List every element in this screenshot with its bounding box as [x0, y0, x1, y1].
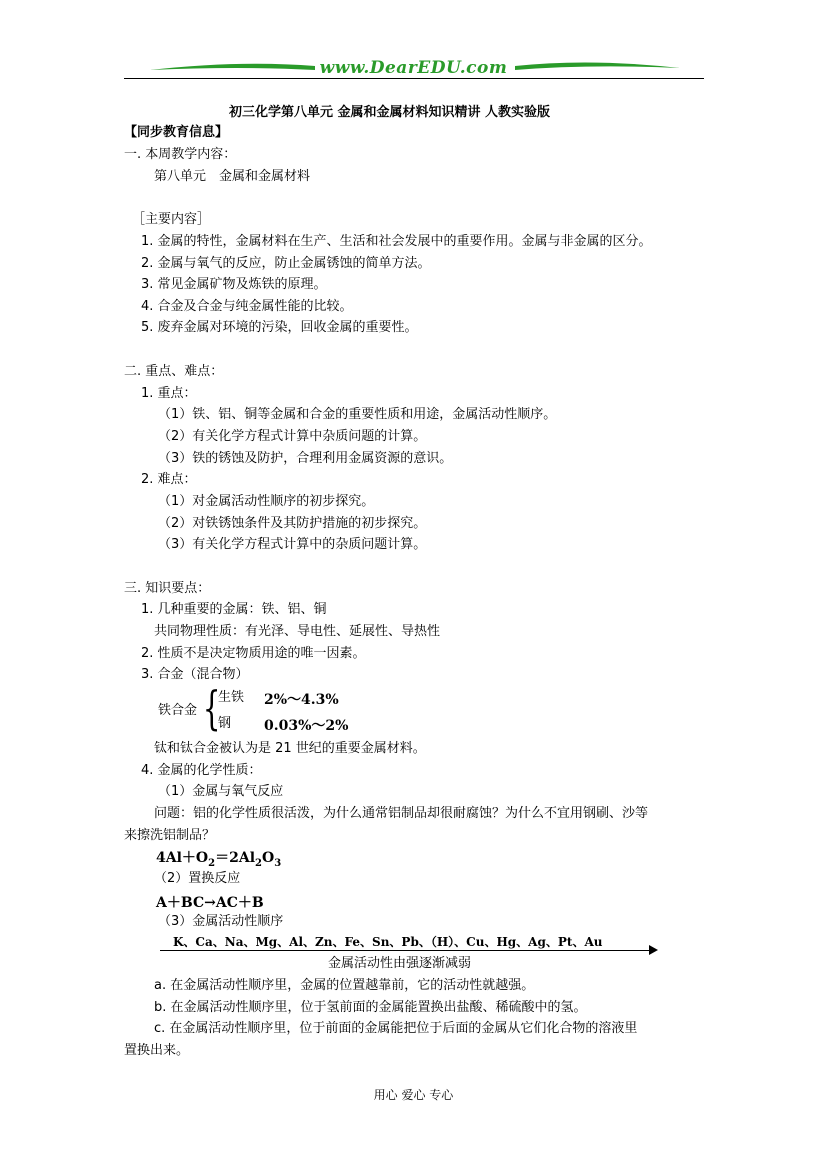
list-item: （2）有关化学方程式计算中杂质问题的计算。 — [158, 429, 427, 444]
list-item: （2）置换反应 — [154, 871, 241, 886]
main-content-label: ［主要内容］ — [132, 212, 211, 227]
list-item: （3）金属活动性顺序 — [158, 914, 284, 929]
equation-displacement: A＋BC→AC＋B — [156, 895, 264, 911]
activity-series: K、Ca、Na、Mg、Al、Zn、Fe、Sn、Pb、（H）、Cu、Hg、Ag、Pt、Au — [173, 935, 603, 949]
list-item: 2. 金属与氧气的反应，防止金属锈蚀的简单方法。 — [141, 256, 431, 271]
section-1-heading: 一. 本周教学内容： — [124, 147, 237, 162]
list-item: 4. 金属的化学性质： — [141, 763, 262, 778]
list-item: 3. 合金（混合物） — [141, 667, 249, 682]
list-item: （2）对铁锈蚀条件及其防护措施的初步探究。 — [158, 516, 427, 531]
question-text: 问题：铝的化学性质很活泼，为什么通常铝制品却很耐腐蚀？为什么不宜用钢刷、沙等 — [154, 806, 649, 821]
key-points-label: 1. 重点： — [141, 386, 197, 401]
section-tag: 【同步教育信息】 — [124, 125, 229, 140]
alloy-item-range: 2%～4.3% — [264, 692, 339, 708]
document-title: 初三化学第八单元 金属和金属材料知识精讲 人教实验版 — [229, 105, 551, 120]
rule-text: 置换出来。 — [124, 1043, 190, 1058]
difficult-points-label: 2. 难点： — [141, 472, 197, 487]
list-item: 1. 金属的特性，金属材料在生产、生活和社会发展中的重要作用。金属与非金属的区分。 — [141, 234, 652, 249]
alloy-item-range: 0.03%～2% — [264, 718, 349, 734]
list-item: 1. 几种重要的金属：铁、铝、铜 — [141, 602, 327, 617]
paragraph: 钛和钛合金被认为是 21 世纪的重要金属材料。 — [154, 741, 426, 756]
section-3-heading: 三. 知识要点： — [124, 581, 211, 596]
alloy-item-name: 钢 — [218, 716, 232, 731]
arrow-right-icon — [649, 945, 658, 955]
list-item: 2. 性质不是决定物质用途的唯一因素。 — [141, 646, 366, 661]
page-footer: 用心 爱心 专心 — [373, 1088, 454, 1102]
list-item: （1）铁、铝、铜等金属和合金的重要性质和用途，金属活动性顺序。 — [158, 407, 557, 422]
paragraph: 共同物理性质：有光泽、导电性、延展性、导热性 — [154, 624, 441, 639]
activity-arrow-line — [160, 950, 652, 951]
alloy-label: 铁合金 — [158, 703, 198, 718]
rule-text: c. 在金属活动性顺序里，位于前面的金属能把位于后面的金属从它们化合物的溶液里 — [154, 1021, 638, 1036]
activity-series-caption: 金属活动性由强逐渐减弱 — [328, 956, 472, 971]
section-2-heading: 二. 重点、难点： — [124, 364, 224, 379]
list-item: （1）对金属活动性顺序的初步探究。 — [158, 494, 375, 509]
list-item: 5. 废弃金属对环境的污染，回收金属的重要性。 — [141, 320, 418, 335]
header-rule — [124, 78, 704, 79]
rule-text: b. 在金属活动性顺序里，位于氢前面的金属能置换出盐酸、稀硫酸中的氢。 — [154, 1000, 587, 1015]
list-item: 3. 常见金属矿物及炼铁的原理。 — [141, 277, 327, 292]
list-item: （3）有关化学方程式计算中的杂质问题计算。 — [158, 537, 427, 552]
list-item: 4. 合金及合金与纯金属性能的比较。 — [141, 299, 353, 314]
unit-title: 第八单元 金属和金属材料 — [154, 169, 311, 184]
brace-icon: { — [202, 681, 221, 735]
equation-oxidation: $4Al+O_2=2Al_2O_3$ — [156, 850, 282, 869]
list-item: （3）铁的锈蚀及防护，合理利用金属资源的意识。 — [158, 451, 453, 466]
alloy-item-name: 生铁 — [218, 690, 245, 705]
list-item: （1）金属与氧气反应 — [158, 784, 284, 799]
question-text: 来擦洗铝制品？ — [124, 828, 216, 843]
site-logo-text: www.DearEDU.com — [319, 58, 508, 78]
rule-text: a. 在金属活动性顺序里，金属的位置越靠前，它的活动性就越强。 — [154, 978, 535, 993]
